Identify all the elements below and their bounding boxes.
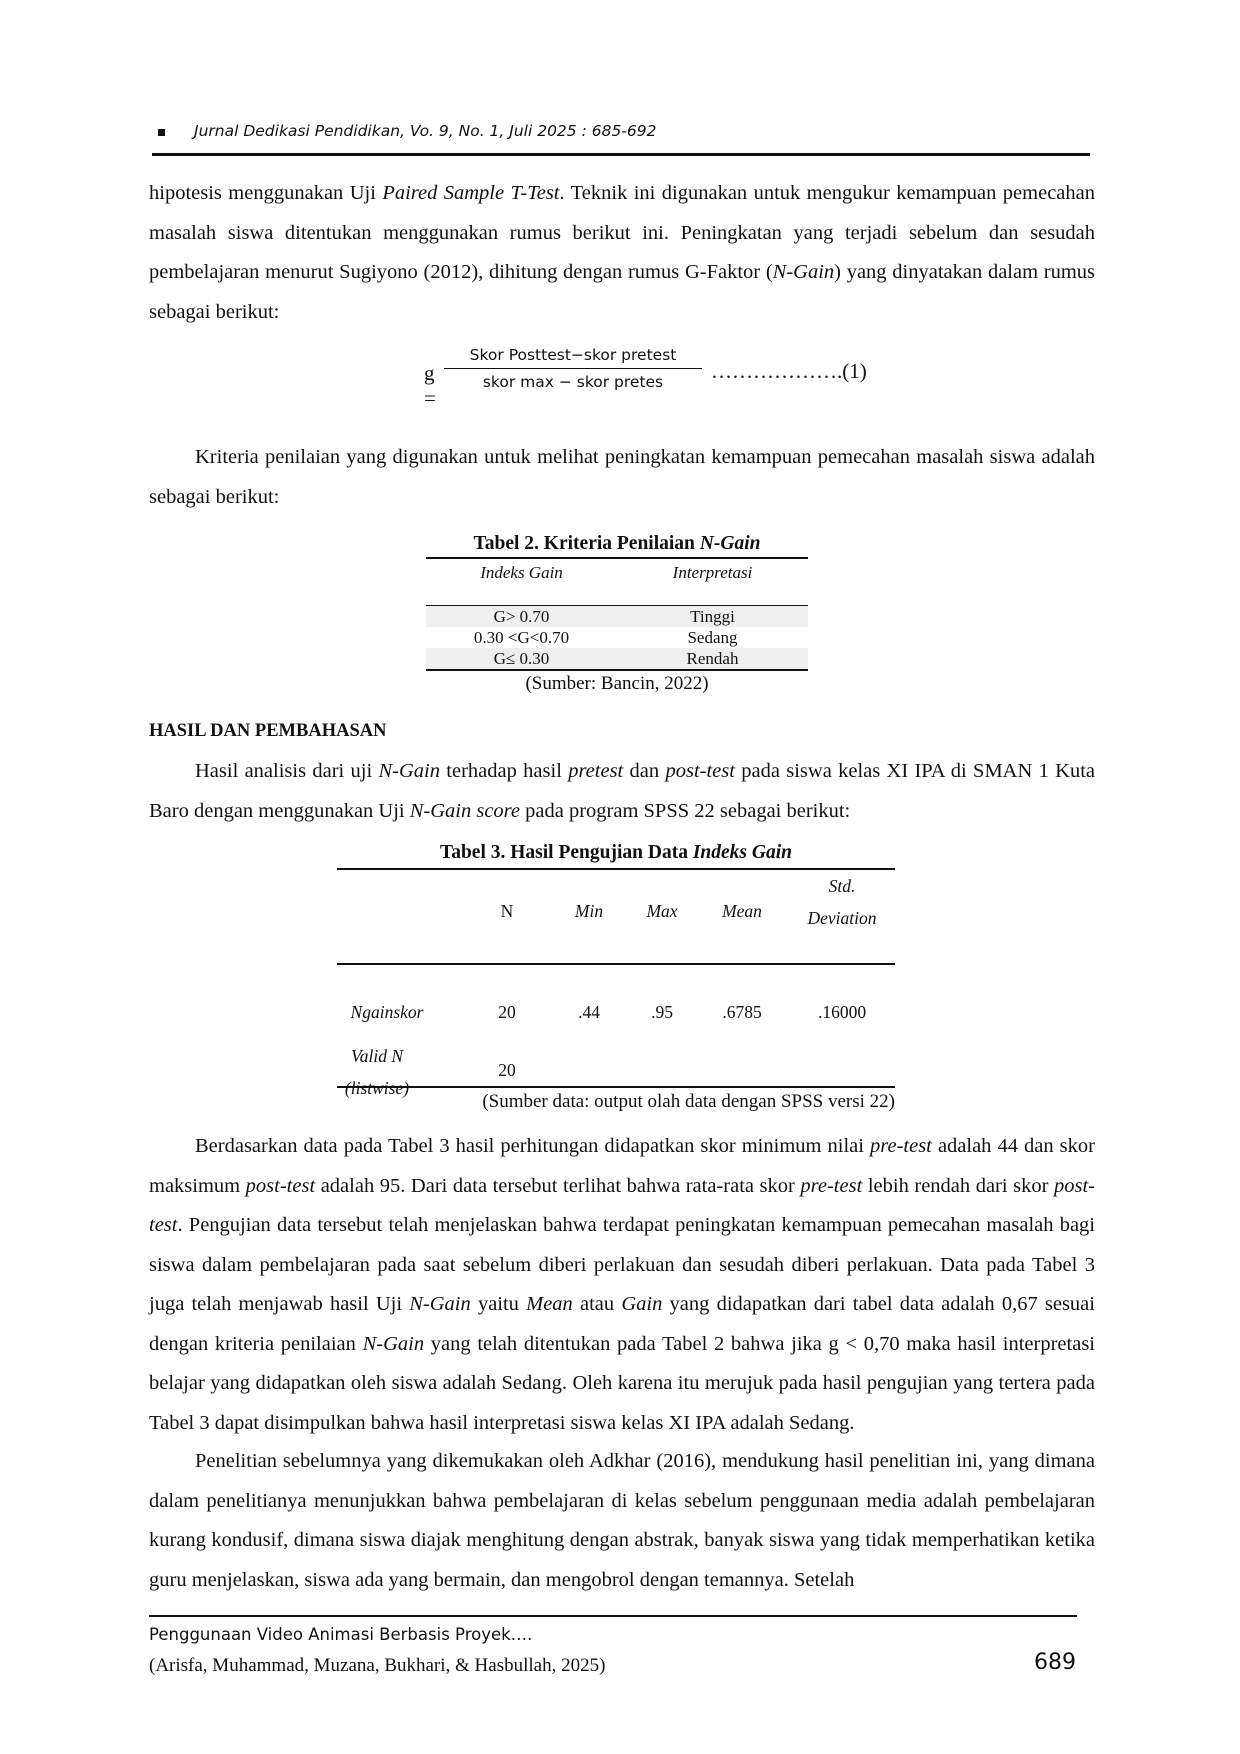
header-rule (152, 153, 1090, 156)
paragraph-previous-research: Penelitian sebelumnya yang dikemukakan oleh Adkhar (2016), mendukung hasil penelitian ini, yang dimana dalam penelitianya menunjukkan bahwa pembelajaran di kelas sebelum penggunaan media adalah pembelajaran kurang kondusif, dimana siswa diajak menghitung dengan abstrak, banyak siswa yang tidak memperhatikan ketika guru menjelaskan, siswa ada yang bermain, dan mengobrol dengan temannya. Setelah (149, 1450, 1095, 1591)
table-2-bottom-rule (426, 669, 808, 671)
table-cell: 20 (498, 1002, 516, 1022)
formula-numerator: Skor Posttest−skor pretest (444, 346, 702, 369)
page-number: 689 (1034, 1650, 1076, 1675)
table-3-header-rule (337, 963, 895, 965)
table-cell: Ngainskor (350, 1002, 424, 1022)
table-cell: .95 (651, 1002, 673, 1022)
table-2 (426, 533, 808, 695)
table-cell: 0.30 <G<0.70 (473, 628, 570, 647)
table-header-cell: Max (646, 901, 678, 921)
header-bullet (158, 129, 165, 136)
footer-rule (149, 1615, 1077, 1617)
table-header-cell: Mean (722, 901, 762, 921)
paragraph-method: hipotesis menggunakan Uji Paired Sample T-Test. Teknik ini digunakan untuk mengukur kemampuan pemecahan masalah siswa ditentukan menggunakan rumus berikut ini. Peningkatan yang terjadi sebelum dan sesudah pembelajaran menurut Sugiyono (2012), dihitung dengan rumus G-Faktor (N-Gain) yang dinyatakan dalam rumus sebagai berikut: (149, 182, 1095, 323)
formula-denominator: skor max − skor pretes (482, 373, 664, 391)
table-2-source: (Sumber: Bancin, 2022) (525, 672, 709, 694)
std-label-line2: Deviation (807, 908, 877, 928)
table-2-header-row (426, 559, 808, 605)
std-label-line1: Std. (828, 876, 856, 896)
section-heading: HASIL DAN PEMBAHASAN (149, 721, 387, 741)
table-cell: G≤ 0.30 (493, 649, 550, 668)
table-cell: .16000 (817, 1002, 867, 1022)
table-2-header-cell: Indeks Gain (480, 562, 563, 582)
table-cell: .6785 (722, 1002, 762, 1022)
table-3 (337, 842, 895, 1113)
table-row (426, 627, 808, 648)
table-3-bottom-rule (337, 1086, 895, 1088)
valid-n-line1: Valid N (350, 1046, 404, 1066)
paragraph-discussion: Berdasarkan data pada Tabel 3 hasil perhitungan didapatkan skor minimum nilai pre-test adalah 44 dan skor maksimum post-test adalah 95. Dari data tersebut terlihat bahwa rata-rata skor pre-test lebih rendah dari skor post-test. Pengujian data tersebut telah menjelaskan bahwa terdapat peningkatan kemampuan pemecahan masalah bagi siswa dalam pembelajaran pada saat sebelum diberi perlakuan dan sesudah diberi perlakuan. Data pada Tabel 3 juga telah menjawab hasil Uji N-Gain yaitu Mean atau Gain yang didapatkan dari tabel data adalah 0,67 sesuai dengan kriteria penilaian N-Gain yang telah ditentukan pada Tabel 2 bahwa jika g < 0,70 maka hasil interpretasi belajar yang didapatkan oleh siswa adalah Sedang. Oleh karena itu merujuk pada hasil pengujian yang tertera pada Tabel 3 dapat disimpulkan bahwa hasil interpretasi siswa kelas XI IPA adalah Sedang. (149, 1135, 1095, 1434)
paragraph-criteria: Kriteria penilaian yang digunakan untuk melihat peningkatan kemampuan pemecahan masalah siswa adalah sebagai berikut: (149, 446, 1095, 508)
table-cell: G> 0.70 (493, 607, 550, 626)
table-header-cell: Min (574, 901, 604, 921)
valid-n-line2: (listwise) (344, 1078, 410, 1098)
table-row (426, 648, 808, 669)
table-cell: .44 (578, 1002, 600, 1022)
paragraph-results-intro: Hasil analisis dari uji N-Gain terhadap hasil pretest dan post-test pada siswa kelas XI IPA di SMAN 1 Kuta Baro dengan menggunakan Uji N-Gain score pada program SPSS 22 sebagai berikut: (149, 760, 1095, 822)
table-3-caption: Tabel 3. Hasil Pengujian Data Indeks Gain (440, 842, 792, 863)
formula-lhs: g = (424, 361, 436, 410)
table-cell: Sedang (687, 628, 738, 647)
table-row (426, 606, 808, 627)
table-cell: 20 (498, 1060, 516, 1080)
footer-authors: (Arisfa, Muhammad, Muzana, Bukhari, & Hasbullah, 2025) (149, 1655, 606, 1676)
table-cell: Tinggi (690, 607, 735, 626)
table-header-cell (787, 870, 897, 934)
table-3-body (337, 870, 895, 1098)
formula-fraction (444, 346, 702, 391)
formula-number: ……………….(1) (711, 359, 867, 383)
footer-title: Penggunaan Video Animasi Berbasis Proyek…. (149, 1625, 533, 1644)
table-2-caption: Tabel 2. Kriteria Penilaian N-Gain (473, 533, 761, 554)
table-cell (337, 1040, 417, 1104)
table-2-header-cell: Interpretasi (672, 562, 753, 582)
table-cell: Rendah (686, 649, 739, 668)
table-3-source: (Sumber data: output olah data dengan SPSS versi 22) (482, 1091, 895, 1112)
table-header-cell: N (500, 901, 514, 921)
journal-header: Jurnal Dedikasi Pendidikan, Vo. 9, No. 1, Juli 2025 : 685-692 (194, 122, 657, 140)
